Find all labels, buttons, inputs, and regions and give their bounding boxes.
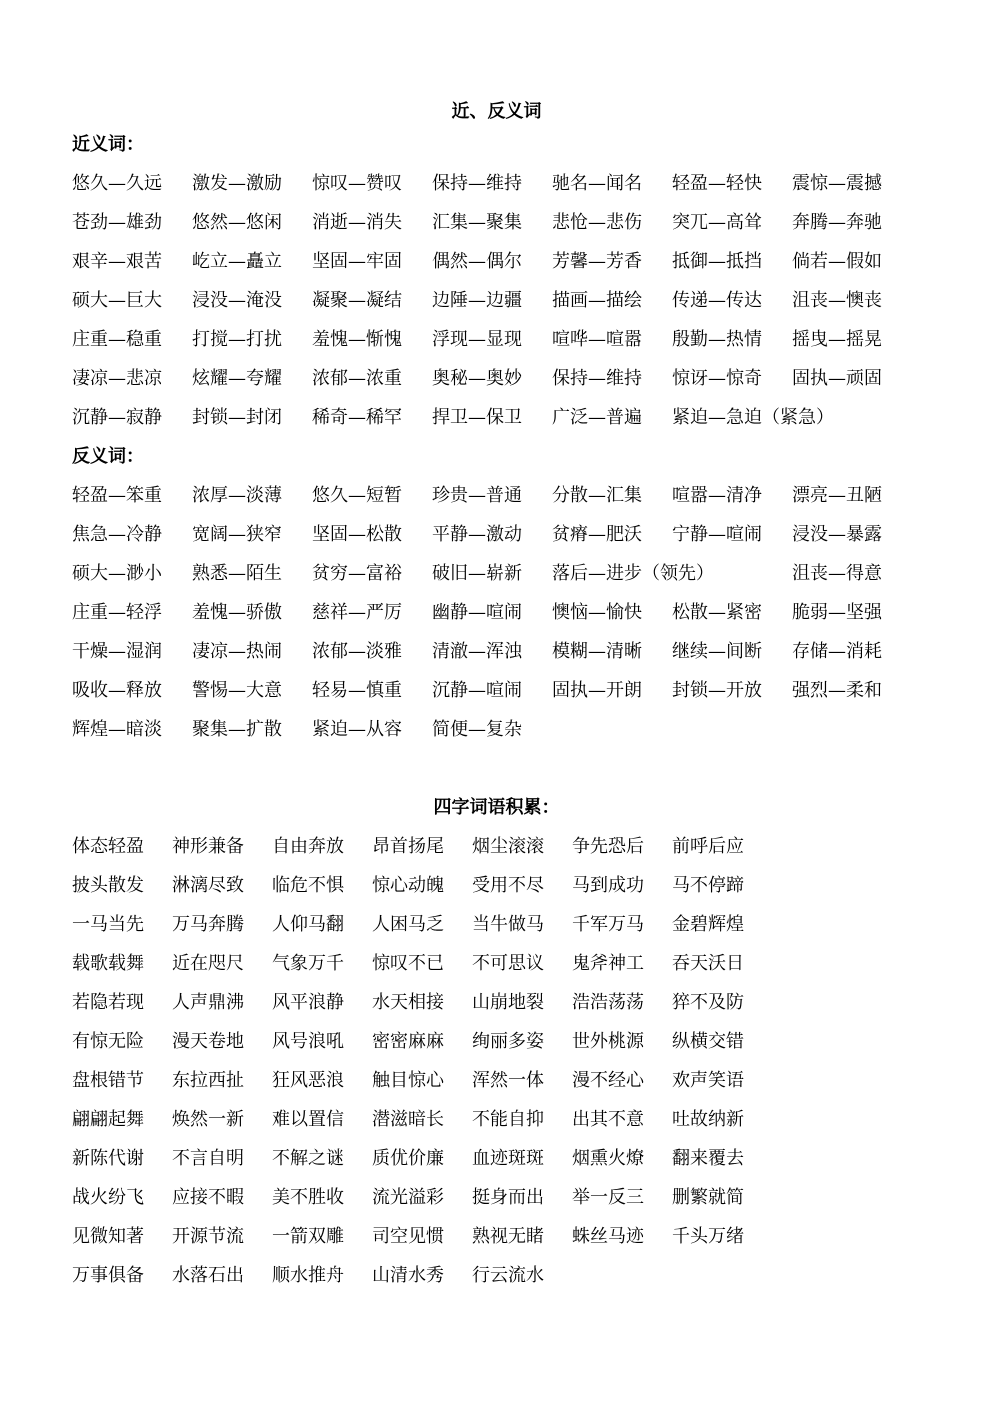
synonym-pair: 汇集—聚集 <box>432 212 522 233</box>
antonym-row <box>72 718 952 757</box>
idioms-title: 四字词语积累： <box>433 797 560 818</box>
synonym-pair: 坚固—牢固 <box>312 251 402 272</box>
idiom-item: 出其不意 <box>572 1109 644 1130</box>
synonym-pair: 硕大—巨大 <box>72 290 162 311</box>
synonym-pair: 驰名—闻名 <box>552 173 642 194</box>
antonym-pair: 宁静—喧闹 <box>672 524 762 545</box>
antonym-pair: 松散—紧密 <box>672 602 762 623</box>
antonym-pair: 慈祥—严厉 <box>312 602 402 623</box>
antonym-pair: 简便—复杂 <box>432 719 522 740</box>
idiom-item: 一马当先 <box>72 914 144 935</box>
antonym-pair: 干燥—湿润 <box>72 641 162 662</box>
synonym-pair: 紧迫—急迫（紧急） <box>672 407 834 428</box>
idiom-item: 人声鼎沸 <box>172 992 244 1013</box>
synonym-pair: 消逝—消失 <box>312 212 402 233</box>
idiom-item: 战火纷飞 <box>72 1187 144 1208</box>
idiom-row <box>72 1108 952 1147</box>
idiom-item: 东拉西扯 <box>172 1070 244 1091</box>
synonym-pair: 殷勤—热情 <box>672 329 762 350</box>
idiom-item: 顺水推舟 <box>272 1265 344 1286</box>
idiom-item: 有惊无险 <box>72 1031 144 1052</box>
idiom-item: 蛛丝马迹 <box>572 1226 644 1247</box>
antonym-pair: 宽阔—狭窄 <box>192 524 282 545</box>
synonym-pair: 惊叹—赞叹 <box>312 173 402 194</box>
idiom-item: 流光溢彩 <box>372 1187 444 1208</box>
idiom-item: 千军万马 <box>572 914 644 935</box>
synonym-pair: 倘若—假如 <box>792 251 882 272</box>
antonym-pair: 沉静—喧闹 <box>432 680 522 701</box>
antonym-pair: 焦急—冷静 <box>72 524 162 545</box>
idiom-item: 焕然一新 <box>172 1109 244 1130</box>
idiom-item: 浩浩荡荡 <box>572 992 644 1013</box>
synonym-pair: 芳馨—芳香 <box>552 251 642 272</box>
antonym-pair: 贫穷—富裕 <box>312 563 402 584</box>
idiom-item: 载歌载舞 <box>72 953 144 974</box>
antonym-row <box>72 484 952 523</box>
idiom-item: 举一反三 <box>572 1187 644 1208</box>
idiom-item: 水落石出 <box>172 1265 244 1286</box>
synonym-pair: 封锁—封闭 <box>192 407 282 428</box>
idiom-row <box>72 874 952 913</box>
idiom-item: 近在咫尺 <box>172 953 244 974</box>
idiom-row <box>72 991 952 1030</box>
idiom-item: 风平浪静 <box>272 992 344 1013</box>
synonym-pair: 悠久—久远 <box>72 173 162 194</box>
antonym-pair: 固执—开朗 <box>552 680 642 701</box>
antonym-pair: 贫瘠—肥沃 <box>552 524 642 545</box>
idiom-item: 吞天沃日 <box>672 953 744 974</box>
antonym-pair: 吸收—释放 <box>72 680 162 701</box>
idiom-item: 当牛做马 <box>472 914 544 935</box>
antonym-row <box>72 679 952 718</box>
antonym-row <box>72 601 952 640</box>
antonym-pair: 存储—消耗 <box>792 641 882 662</box>
idiom-row <box>72 913 952 952</box>
idiom-item: 潜滋暗长 <box>372 1109 444 1130</box>
idiom-item: 绚丽多姿 <box>472 1031 544 1052</box>
synonym-pair: 描画—描绘 <box>552 290 642 311</box>
idiom-row <box>72 1264 952 1303</box>
idiom-item: 气象万千 <box>272 953 344 974</box>
synonym-pair: 炫耀—夸耀 <box>192 368 282 389</box>
synonym-row <box>72 289 952 328</box>
idiom-item: 行云流水 <box>472 1265 544 1286</box>
antonym-pair: 幽静—喧闹 <box>432 602 522 623</box>
antonyms-grid <box>72 484 952 757</box>
idioms-grid <box>72 835 952 1303</box>
idiom-item: 难以置信 <box>272 1109 344 1130</box>
antonym-pair: 珍贵—普通 <box>432 485 522 506</box>
antonym-pair: 平静—激动 <box>432 524 522 545</box>
antonym-pair: 清澈—浑浊 <box>432 641 522 662</box>
synonym-pair: 偶然—偶尔 <box>432 251 522 272</box>
idiom-item: 披头散发 <box>72 875 144 896</box>
idiom-item: 临危不惧 <box>272 875 344 896</box>
idiom-item: 万马奔腾 <box>172 914 244 935</box>
synonym-pair: 广泛—普遍 <box>552 407 642 428</box>
idiom-item: 人仰马翻 <box>272 914 344 935</box>
idiom-item: 挺身而出 <box>472 1187 544 1208</box>
idiom-row <box>72 835 952 874</box>
idiom-item: 马不停蹄 <box>672 875 744 896</box>
synonym-pair: 保持—维持 <box>432 173 522 194</box>
idiom-item: 千头万绪 <box>672 1226 744 1247</box>
idiom-item: 不可思议 <box>472 953 544 974</box>
idiom-item: 删繁就简 <box>672 1187 744 1208</box>
idiom-item: 狂风恶浪 <box>272 1070 344 1091</box>
idiom-item: 若隐若现 <box>72 992 144 1013</box>
idiom-item: 惊心动魄 <box>372 875 444 896</box>
idiom-item: 熟视无睹 <box>472 1226 544 1247</box>
idiom-item: 体态轻盈 <box>72 836 144 857</box>
antonym-pair: 沮丧—得意 <box>792 563 882 584</box>
synonym-pair: 轻盈—轻快 <box>672 173 762 194</box>
synonym-pair: 打搅—打扰 <box>192 329 282 350</box>
idiom-item: 山清水秀 <box>372 1265 444 1286</box>
idiom-item: 烟熏火燎 <box>572 1148 644 1169</box>
synonym-pair: 边陲—边疆 <box>432 290 522 311</box>
idiom-item: 触目惊心 <box>372 1070 444 1091</box>
antonym-pair: 羞愧—骄傲 <box>192 602 282 623</box>
idiom-item: 开源节流 <box>172 1226 244 1247</box>
antonyms-label: 反义词： <box>72 446 144 467</box>
antonym-pair: 懊恼—愉快 <box>552 602 642 623</box>
idiom-item: 密密麻麻 <box>372 1031 444 1052</box>
antonym-pair: 紧迫—从容 <box>312 719 402 740</box>
idiom-item: 纵横交错 <box>672 1031 744 1052</box>
idiom-row <box>72 1147 952 1186</box>
synonym-pair: 艰辛—艰苦 <box>72 251 162 272</box>
synonym-pair: 抵御—抵挡 <box>672 251 762 272</box>
idiom-item: 司空见惯 <box>372 1226 444 1247</box>
idiom-item: 质优价廉 <box>372 1148 444 1169</box>
idiom-item: 神形兼备 <box>172 836 244 857</box>
synonym-row <box>72 250 952 289</box>
synonym-row <box>72 172 952 211</box>
antonym-pair: 分散—汇集 <box>552 485 642 506</box>
synonyms-grid <box>72 172 952 445</box>
idiom-item: 淋漓尽致 <box>172 875 244 896</box>
idiom-item: 欢声笑语 <box>672 1070 744 1091</box>
page-title: 近、反义词 <box>451 101 542 122</box>
idiom-item: 前呼后应 <box>672 836 744 857</box>
antonym-pair: 模糊—清晰 <box>552 641 642 662</box>
antonym-pair: 硕大—渺小 <box>72 563 162 584</box>
idiom-item: 山崩地裂 <box>472 992 544 1013</box>
synonym-pair: 惊讶—惊奇 <box>672 368 762 389</box>
idiom-item: 争先恐后 <box>572 836 644 857</box>
idiom-item: 不能自抑 <box>472 1109 544 1130</box>
idiom-item: 盘根错节 <box>72 1070 144 1091</box>
idiom-item: 受用不尽 <box>472 875 544 896</box>
synonym-pair: 摇曳—摇晃 <box>792 329 882 350</box>
idiom-row <box>72 1030 952 1069</box>
idiom-item: 水天相接 <box>372 992 444 1013</box>
idiom-item: 人困马乏 <box>372 914 444 935</box>
idiom-item: 应接不暇 <box>172 1187 244 1208</box>
idiom-item: 风号浪吼 <box>272 1031 344 1052</box>
synonym-pair: 奥秘—奥妙 <box>432 368 522 389</box>
antonym-pair: 落后—进步（领先） <box>552 563 714 584</box>
idiom-item: 美不胜收 <box>272 1187 344 1208</box>
synonym-pair: 沉静—寂静 <box>72 407 162 428</box>
antonym-pair: 浓厚—淡薄 <box>192 485 282 506</box>
synonym-pair: 羞愧—惭愧 <box>312 329 402 350</box>
idiom-item: 烟尘滚滚 <box>472 836 544 857</box>
antonym-pair: 脆弱—坚强 <box>792 602 882 623</box>
idiom-item: 惊叹不已 <box>372 953 444 974</box>
idiom-item: 万事俱备 <box>72 1265 144 1286</box>
synonym-pair: 浮现—显现 <box>432 329 522 350</box>
idiom-item: 不言自明 <box>172 1148 244 1169</box>
synonym-pair: 固执—顽固 <box>792 368 882 389</box>
idiom-item: 马到成功 <box>572 875 644 896</box>
antonym-pair: 轻易—慎重 <box>312 680 402 701</box>
antonym-pair: 封锁—开放 <box>672 680 762 701</box>
synonyms-label: 近义词： <box>72 134 144 155</box>
synonym-row <box>72 211 952 250</box>
idiom-row <box>72 1225 952 1264</box>
antonym-pair: 轻盈—笨重 <box>72 485 162 506</box>
idiom-item: 翩翩起舞 <box>72 1109 144 1130</box>
antonym-pair: 浸没—暴露 <box>792 524 882 545</box>
idiom-item: 漫天卷地 <box>172 1031 244 1052</box>
idiom-item: 血迹斑斑 <box>472 1148 544 1169</box>
idiom-item: 鬼斧神工 <box>572 953 644 974</box>
idiom-item: 自由奔放 <box>272 836 344 857</box>
antonym-pair: 继续—间断 <box>672 641 762 662</box>
antonym-pair: 喧嚣—清净 <box>672 485 762 506</box>
antonym-pair: 漂亮—丑陋 <box>792 485 882 506</box>
synonym-row <box>72 406 952 445</box>
idiom-item: 新陈代谢 <box>72 1148 144 1169</box>
synonym-pair: 屹立—矗立 <box>192 251 282 272</box>
idiom-item: 猝不及防 <box>672 992 744 1013</box>
antonym-pair: 聚集—扩散 <box>192 719 282 740</box>
synonym-pair: 浓郁—浓重 <box>312 368 402 389</box>
synonym-pair: 捍卫—保卫 <box>432 407 522 428</box>
idiom-item: 浑然一体 <box>472 1070 544 1091</box>
idiom-row <box>72 1186 952 1225</box>
idiom-row <box>72 1069 952 1108</box>
antonym-pair: 浓郁—淡雅 <box>312 641 402 662</box>
antonym-pair: 庄重—轻浮 <box>72 602 162 623</box>
synonym-pair: 悠然—悠闲 <box>192 212 282 233</box>
antonym-pair: 凄凉—热闹 <box>192 641 282 662</box>
idiom-item: 一箭双雕 <box>272 1226 344 1247</box>
idiom-item: 不解之谜 <box>272 1148 344 1169</box>
synonym-pair: 喧哗—喧嚣 <box>552 329 642 350</box>
synonym-pair: 震惊—震撼 <box>792 173 882 194</box>
idiom-item: 见微知著 <box>72 1226 144 1247</box>
antonym-pair: 破旧—崭新 <box>432 563 522 584</box>
synonym-pair: 突兀—高耸 <box>672 212 762 233</box>
synonym-pair: 庄重—稳重 <box>72 329 162 350</box>
synonym-pair: 凝聚—凝结 <box>312 290 402 311</box>
antonym-pair: 坚固—松散 <box>312 524 402 545</box>
synonym-pair: 稀奇—稀罕 <box>312 407 402 428</box>
synonym-pair: 悲怆—悲伤 <box>552 212 642 233</box>
idiom-item: 金碧辉煌 <box>672 914 744 935</box>
antonym-row <box>72 562 952 601</box>
antonym-row <box>72 640 952 679</box>
synonym-row <box>72 367 952 406</box>
idiom-row <box>72 952 952 991</box>
antonym-pair: 悠久—短暂 <box>312 485 402 506</box>
synonym-pair: 沮丧—懊丧 <box>792 290 882 311</box>
antonym-pair: 强烈—柔和 <box>792 680 882 701</box>
idiom-item: 吐故纳新 <box>672 1109 744 1130</box>
synonym-pair: 奔腾—奔驰 <box>792 212 882 233</box>
idiom-item: 昂首扬尾 <box>372 836 444 857</box>
idiom-item: 翻来覆去 <box>672 1148 744 1169</box>
synonym-pair: 激发—激励 <box>192 173 282 194</box>
synonym-pair: 凄凉—悲凉 <box>72 368 162 389</box>
antonym-row <box>72 523 952 562</box>
antonym-pair: 熟悉—陌生 <box>192 563 282 584</box>
synonym-pair: 苍劲—雄劲 <box>72 212 162 233</box>
antonym-pair: 警惕—大意 <box>192 680 282 701</box>
idiom-item: 世外桃源 <box>572 1031 644 1052</box>
synonym-pair: 传递—传达 <box>672 290 762 311</box>
synonym-pair: 保持—维持 <box>552 368 642 389</box>
idiom-item: 漫不经心 <box>572 1070 644 1091</box>
synonym-pair: 浸没—淹没 <box>192 290 282 311</box>
synonym-row <box>72 328 952 367</box>
antonym-pair: 辉煌—暗淡 <box>72 719 162 740</box>
